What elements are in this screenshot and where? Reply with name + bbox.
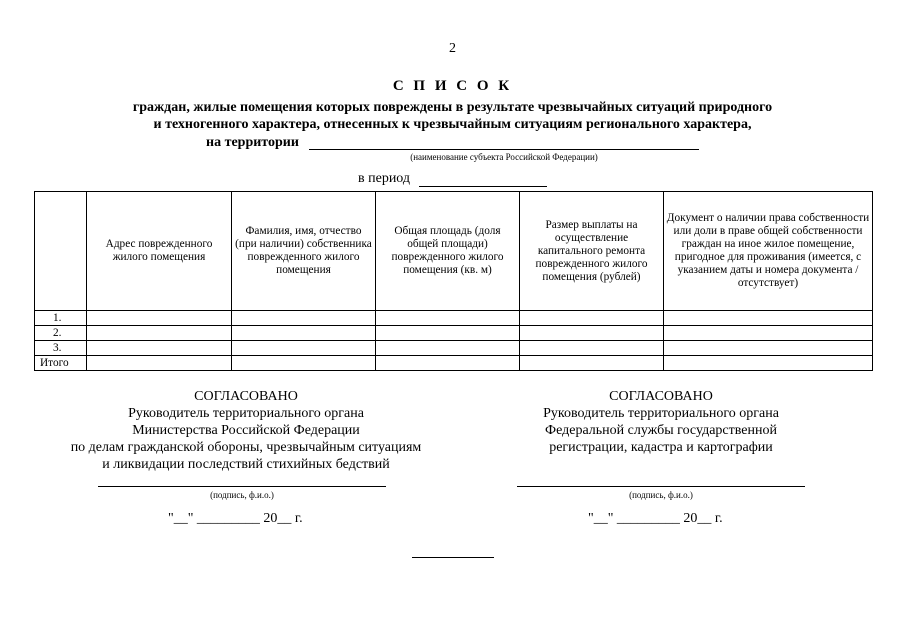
table-cell [232, 356, 376, 371]
subtitle-line-2: и техногенного характера, отнесенных к чрезвычайным ситуациям регионального характера, [153, 117, 752, 132]
table-cell [376, 356, 520, 371]
signature-line-right [517, 486, 805, 487]
citizens-table [34, 191, 873, 371]
table-cell [87, 326, 232, 341]
table-cell [232, 311, 376, 326]
period-label: в период [358, 171, 411, 186]
table-cell [664, 326, 873, 341]
document-subtitle [90, 99, 815, 133]
signature-line-left [98, 486, 386, 487]
approval-line: Федеральной службы государственной [545, 423, 777, 438]
approval-line: и ликвидации последствий стихийных бедствий [102, 457, 390, 472]
total-label: Итого [35, 356, 87, 371]
approval-block-right [486, 388, 836, 456]
territory-hint: (наименование субъекта Российской Федерации) [410, 152, 598, 162]
signature-hint-right: (подпись, ф.и.о.) [629, 490, 693, 500]
approval-heading: СОГЛАСОВАНО [194, 389, 298, 404]
approval-line: регистрации, кадастра и картографии [549, 440, 773, 455]
date-field-left: "__" _________ 20__ г. [168, 511, 303, 526]
table-cell [520, 356, 664, 371]
header-payment: Размер выплаты на осуществление капитального ремонта поврежденного жилого помещения (рублей) [520, 192, 664, 311]
subtitle-line-1: граждан, жилые помещения которых повреждены в результате чрезвычайных ситуаций природного [132, 100, 773, 115]
approval-line: Руководитель территориального органа [128, 406, 364, 421]
header-owner-name: Фамилия, имя, отчество (при наличии) собственника поврежденного жилого помещения [232, 192, 376, 311]
document-title: С П И С О К [392, 78, 513, 94]
approval-heading: СОГЛАСОВАНО [609, 389, 713, 404]
table-total-row [35, 356, 873, 371]
table-cell [520, 341, 664, 356]
period-fill-line [419, 186, 547, 187]
table-row [35, 326, 873, 341]
row-number: 3. [35, 341, 87, 356]
table-header-row [35, 192, 873, 311]
row-number: 1. [35, 311, 87, 326]
table-cell [664, 341, 873, 356]
table-cell [376, 326, 520, 341]
approval-line: Руководитель территориального органа [543, 406, 779, 421]
table-cell [87, 356, 232, 371]
territory-fill-line [309, 149, 699, 150]
row-number: 2. [35, 326, 87, 341]
page-number: 2 [449, 41, 456, 56]
table-cell [232, 341, 376, 356]
table-cell [376, 311, 520, 326]
table-cell [520, 326, 664, 341]
signature-hint-left: (подпись, ф.и.о.) [210, 490, 274, 500]
bottom-divider [412, 557, 494, 558]
approval-line: по делам гражданской обороны, чрезвычайным ситуациям [70, 440, 422, 455]
header-document: Документ о наличии права собственности или доли в праве общей собственности граждан на иное жилое помещение, пригодное для проживания (имеется, с указанием даты и номера документа / отсутствует) [664, 192, 873, 311]
approval-block-left [44, 388, 448, 473]
table-cell [664, 356, 873, 371]
table-cell [87, 341, 232, 356]
header-number [35, 192, 87, 311]
table-cell [232, 326, 376, 341]
approval-line: Министерства Российской Федерации [132, 423, 360, 438]
table-cell [376, 341, 520, 356]
table-row [35, 311, 873, 326]
table-cell [87, 311, 232, 326]
header-area: Общая площадь (доля общей площади) поврежденного жилого помещения (кв. м) [376, 192, 520, 311]
table-row [35, 341, 873, 356]
territory-label: на территории [206, 135, 299, 150]
table-cell [520, 311, 664, 326]
header-address: Адрес поврежденного жилого помещения [87, 192, 232, 311]
date-field-right: "__" _________ 20__ г. [588, 511, 723, 526]
table-cell [664, 311, 873, 326]
